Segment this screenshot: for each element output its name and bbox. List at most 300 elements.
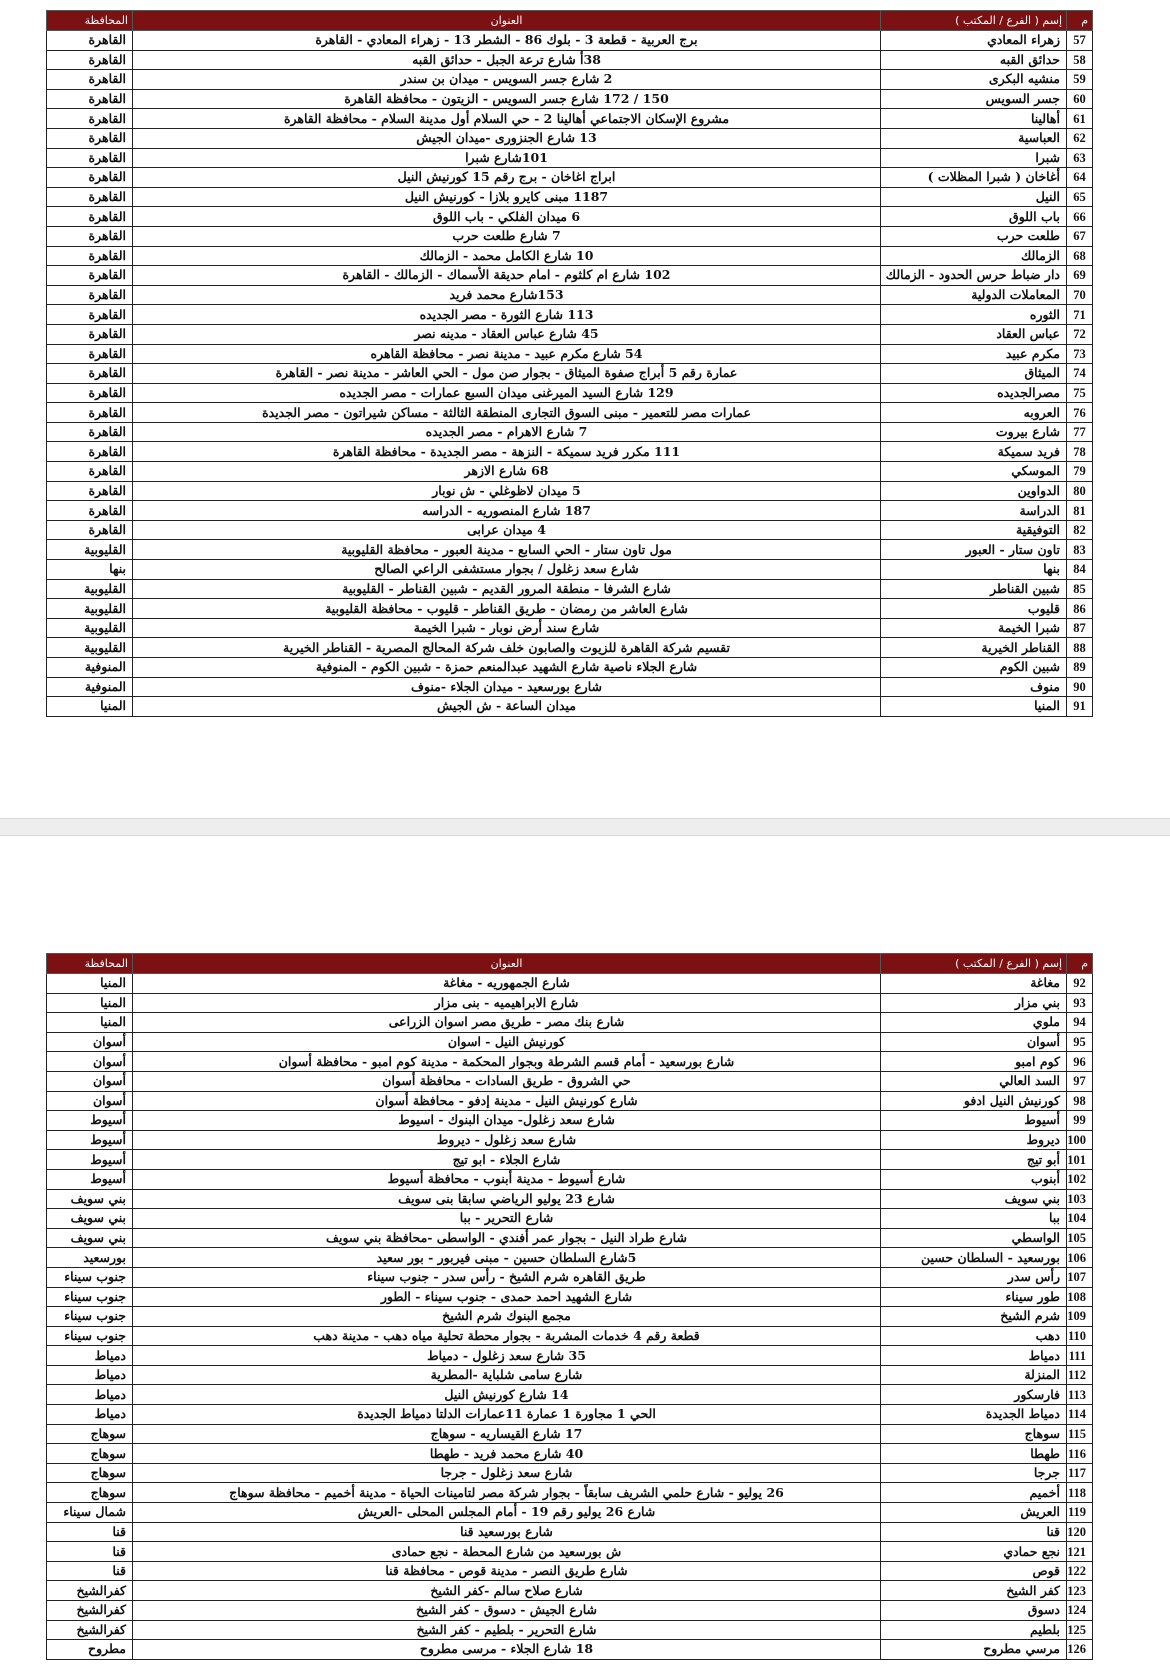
branch-name: العريش bbox=[881, 1503, 1067, 1523]
table-row bbox=[47, 1444, 1093, 1464]
row-number: 66 bbox=[1067, 207, 1093, 227]
header-governorate: المحافظة bbox=[47, 11, 133, 31]
branch-name: بنها bbox=[881, 560, 1067, 580]
governorate: القاهرة bbox=[47, 207, 133, 227]
row-number: 102 bbox=[1067, 1169, 1093, 1189]
governorate: دمياط bbox=[47, 1365, 133, 1385]
row-number: 59 bbox=[1067, 70, 1093, 90]
table-row bbox=[47, 1013, 1093, 1033]
row-number: 103 bbox=[1067, 1189, 1093, 1209]
table-row bbox=[47, 128, 1093, 148]
table-row bbox=[47, 1503, 1093, 1523]
branch-address: شارع سند أرض نوبار - شبرا الخيمة bbox=[133, 618, 881, 638]
table-row bbox=[47, 1111, 1093, 1131]
governorate: دمياط bbox=[47, 1385, 133, 1405]
governorate: المنيا bbox=[47, 993, 133, 1013]
row-number: 118 bbox=[1067, 1483, 1093, 1503]
row-number: 72 bbox=[1067, 324, 1093, 344]
branch-name: تاون ستار - العبور bbox=[881, 540, 1067, 560]
row-number: 77 bbox=[1067, 422, 1093, 442]
row-number: 88 bbox=[1067, 638, 1093, 658]
branch-address: 38أ شارع ترعة الجبل - حدائق القبه bbox=[133, 50, 881, 70]
branch-name: الدواوين bbox=[881, 481, 1067, 501]
governorate: سوهاج bbox=[47, 1463, 133, 1483]
branch-address: شارع سعد زغلول / بجوار مستشفى الراعي الصالح bbox=[133, 560, 881, 580]
row-number: 75 bbox=[1067, 383, 1093, 403]
governorate: القليوبية bbox=[47, 618, 133, 638]
governorate: القاهرة bbox=[47, 89, 133, 109]
governorate: جنوب سيناء bbox=[47, 1287, 133, 1307]
row-number: 125 bbox=[1067, 1620, 1093, 1640]
row-number: 94 bbox=[1067, 1013, 1093, 1033]
branch-address: 5 ميدان لاظوغلي - ش نوبار bbox=[133, 481, 881, 501]
branch-name: أخميم bbox=[881, 1483, 1067, 1503]
table-row bbox=[47, 1365, 1093, 1385]
row-number: 95 bbox=[1067, 1032, 1093, 1052]
table-row bbox=[47, 1189, 1093, 1209]
branch-name: مرسي مطروح bbox=[881, 1640, 1067, 1660]
branch-address: 5شارع السلطان حسين - مبنى فيربور - بور سعيد bbox=[133, 1248, 881, 1268]
branch-name: شبرا bbox=[881, 148, 1067, 168]
branch-name: قنا bbox=[881, 1522, 1067, 1542]
row-number: 80 bbox=[1067, 481, 1093, 501]
row-number: 86 bbox=[1067, 599, 1093, 619]
branch-address: شارع بورسعيد - ميدان الجلاء -منوف bbox=[133, 677, 881, 697]
row-number: 109 bbox=[1067, 1307, 1093, 1327]
branch-name: الزمالك bbox=[881, 246, 1067, 266]
branch-name: الميثاق bbox=[881, 364, 1067, 384]
governorate: القاهرة bbox=[47, 344, 133, 364]
table-row bbox=[47, 148, 1093, 168]
branch-address: 54 شارع مكرم عبيد - مدينة نصر - محافظة القاهره bbox=[133, 344, 881, 364]
table-row bbox=[47, 1522, 1093, 1542]
table-row bbox=[47, 579, 1093, 599]
table-body-1 bbox=[47, 31, 1093, 717]
table-row bbox=[47, 1267, 1093, 1287]
table-row bbox=[47, 520, 1093, 540]
table-row bbox=[47, 1601, 1093, 1621]
branch-name: بلطيم bbox=[881, 1620, 1067, 1640]
governorate: كفرالشيخ bbox=[47, 1601, 133, 1621]
row-number: 114 bbox=[1067, 1405, 1093, 1425]
table-row bbox=[47, 462, 1093, 482]
row-number: 107 bbox=[1067, 1267, 1093, 1287]
governorate: جنوب سيناء bbox=[47, 1326, 133, 1346]
table-row bbox=[47, 1620, 1093, 1640]
branch-address: الحي 1 مجاورة 1 عمارة 11عمارات الدلتا دمياط الجديدة bbox=[133, 1405, 881, 1425]
branch-address: شارع التحرير - ببا bbox=[133, 1209, 881, 1229]
governorate: بنها bbox=[47, 560, 133, 580]
branch-address: 45 شارع عباس العقاد - مدينه نصر bbox=[133, 324, 881, 344]
branch-address: شارع بورسعيد - أمام قسم الشرطة وبجوار المحكمة - مدينة كوم امبو - محافظة أسوان bbox=[133, 1052, 881, 1072]
table-row bbox=[47, 1150, 1093, 1170]
table-row bbox=[47, 70, 1093, 90]
governorate: القاهرة bbox=[47, 187, 133, 207]
branch-address: 14 شارع كورنيش النيل bbox=[133, 1385, 881, 1405]
governorate: القليوبية bbox=[47, 540, 133, 560]
table-row bbox=[47, 89, 1093, 109]
table-row bbox=[47, 442, 1093, 462]
governorate: شمال سيناء bbox=[47, 1503, 133, 1523]
header-num: م bbox=[1067, 954, 1093, 974]
governorate: سوهاج bbox=[47, 1444, 133, 1464]
row-number: 112 bbox=[1067, 1365, 1093, 1385]
branch-name: مغاغة bbox=[881, 974, 1067, 994]
table-row bbox=[47, 364, 1093, 384]
branch-address: حي الشروق - طريق السادات - محافظة أسوان bbox=[133, 1071, 881, 1091]
governorate: القاهرة bbox=[47, 50, 133, 70]
branch-address: شارع طريق النصر - مدينة قوص - محافظة قنا bbox=[133, 1561, 881, 1581]
governorate: القليوبية bbox=[47, 599, 133, 619]
table-row bbox=[47, 109, 1093, 129]
table-row bbox=[47, 207, 1093, 227]
table-row bbox=[47, 1130, 1093, 1150]
table-row bbox=[47, 1248, 1093, 1268]
governorate: المنيا bbox=[47, 974, 133, 994]
row-number: 108 bbox=[1067, 1287, 1093, 1307]
row-number: 81 bbox=[1067, 501, 1093, 521]
branch-address: ابراج اغاخان - برج رقم 15 كورنيش النيل bbox=[133, 168, 881, 188]
table-row bbox=[47, 618, 1093, 638]
row-number: 89 bbox=[1067, 658, 1093, 678]
governorate: أسوان bbox=[47, 1052, 133, 1072]
governorate: كفرالشيخ bbox=[47, 1620, 133, 1640]
table-row bbox=[47, 403, 1093, 423]
table-row bbox=[47, 560, 1093, 580]
row-number: 79 bbox=[1067, 462, 1093, 482]
branch-name: كوم امبو bbox=[881, 1052, 1067, 1072]
governorate: القاهرة bbox=[47, 128, 133, 148]
branch-name: دمياط bbox=[881, 1346, 1067, 1366]
branch-address: 40 شارع محمد فريد - طهطا bbox=[133, 1444, 881, 1464]
row-number: 82 bbox=[1067, 520, 1093, 540]
branch-address: 17 شارع القيساريه - سوهاج bbox=[133, 1424, 881, 1444]
table-row bbox=[47, 1307, 1093, 1327]
table-row bbox=[47, 324, 1093, 344]
branch-name: المعاملات الدولية bbox=[881, 285, 1067, 305]
table-row bbox=[47, 1209, 1093, 1229]
governorate: القاهرة bbox=[47, 520, 133, 540]
branch-address: شارع الشرفا - منطقة المرور القديم - شبين القناطر - القليوبية bbox=[133, 579, 881, 599]
branch-name: طور سيناء bbox=[881, 1287, 1067, 1307]
branch-address: ش بورسعيد من شارع المحطة - نجع حمادى bbox=[133, 1542, 881, 1562]
branch-name: سوهاج bbox=[881, 1424, 1067, 1444]
branch-name: أسوان bbox=[881, 1032, 1067, 1052]
branch-name: الدراسة bbox=[881, 501, 1067, 521]
header-address: العنوان bbox=[133, 11, 881, 31]
governorate: المنيا bbox=[47, 697, 133, 717]
table-row bbox=[47, 50, 1093, 70]
governorate: قنا bbox=[47, 1542, 133, 1562]
branch-address: 6 ميدان الفلكي - باب اللوق bbox=[133, 207, 881, 227]
table-row bbox=[47, 187, 1093, 207]
row-number: 97 bbox=[1067, 1071, 1093, 1091]
branch-address: شارع صلاح سالم -كفر الشيخ bbox=[133, 1581, 881, 1601]
branch-name: أبنوب bbox=[881, 1169, 1067, 1189]
header-address: العنوان bbox=[133, 954, 881, 974]
branch-address: 13 شارع الجنزورى -ميدان الجيش bbox=[133, 128, 881, 148]
table-row bbox=[47, 1287, 1093, 1307]
table-row bbox=[47, 974, 1093, 994]
branch-address: 68 شارع الازهر bbox=[133, 462, 881, 482]
governorate: القاهرة bbox=[47, 364, 133, 384]
branch-address: شارع الشهيد احمد حمدى - جنوب سيناء - الطور bbox=[133, 1287, 881, 1307]
header-governorate: المحافظة bbox=[47, 954, 133, 974]
table-row bbox=[47, 1483, 1093, 1503]
branch-address: 35 شارع سعد زغلول - دمياط bbox=[133, 1346, 881, 1366]
branches-table-2 bbox=[46, 953, 1093, 1660]
row-number: 126 bbox=[1067, 1640, 1093, 1660]
table-header-row bbox=[47, 954, 1093, 974]
branch-name: بني سويف bbox=[881, 1189, 1067, 1209]
governorate: القاهرة bbox=[47, 285, 133, 305]
branch-address: 18 شارع الجلاء - مرسى مطروح bbox=[133, 1640, 881, 1660]
row-number: 60 bbox=[1067, 89, 1093, 109]
branch-address: 150 / 172 شارع جسر السويس - الزيتون - محافظة القاهرة bbox=[133, 89, 881, 109]
branch-name: شبين الكوم bbox=[881, 658, 1067, 678]
branch-address: 111 مكرر فريد سميكة - النزهة - مصر الجديدة - محافظة القاهرة bbox=[133, 442, 881, 462]
governorate: القاهرة bbox=[47, 31, 133, 51]
table-row bbox=[47, 422, 1093, 442]
governorate: القاهرة bbox=[47, 226, 133, 246]
row-number: 62 bbox=[1067, 128, 1093, 148]
branch-address: شارع الجمهوريه - مغاغة bbox=[133, 974, 881, 994]
branch-name: السد العالي bbox=[881, 1071, 1067, 1091]
branch-address: شارع الجلاء ناصية شارع الشهيد عبدالمنعم حمزة - شبين الكوم - المنوفية bbox=[133, 658, 881, 678]
branch-address: شارع سامى شلباية -المطرية bbox=[133, 1365, 881, 1385]
branch-name: بني مزار bbox=[881, 993, 1067, 1013]
branch-address: شارع أسيوط - مدينة أبنوب - محافظة أسيوط bbox=[133, 1169, 881, 1189]
row-number: 84 bbox=[1067, 560, 1093, 580]
governorate: سوهاج bbox=[47, 1483, 133, 1503]
governorate: أسيوط bbox=[47, 1169, 133, 1189]
table-row bbox=[47, 677, 1093, 697]
table-row bbox=[47, 599, 1093, 619]
table-row bbox=[47, 1091, 1093, 1111]
branch-address: طريق القاهره شرم الشيخ - رأس سدر - جنوب سيناء bbox=[133, 1267, 881, 1287]
row-number: 93 bbox=[1067, 993, 1093, 1013]
governorate: القاهرة bbox=[47, 168, 133, 188]
table-row bbox=[47, 638, 1093, 658]
branch-address: شارع بورسعيد قنا bbox=[133, 1522, 881, 1542]
table-row bbox=[47, 1542, 1093, 1562]
branch-address: 101شارع شبرا bbox=[133, 148, 881, 168]
branch-name: المنزلة bbox=[881, 1365, 1067, 1385]
row-number: 119 bbox=[1067, 1503, 1093, 1523]
governorate: مطروح bbox=[47, 1640, 133, 1660]
table-row bbox=[47, 344, 1093, 364]
branch-name: المنيا bbox=[881, 697, 1067, 717]
branch-name: فريد سميكة bbox=[881, 442, 1067, 462]
row-number: 73 bbox=[1067, 344, 1093, 364]
header-num: م bbox=[1067, 11, 1093, 31]
governorate: القاهرة bbox=[47, 383, 133, 403]
row-number: 116 bbox=[1067, 1444, 1093, 1464]
row-number: 113 bbox=[1067, 1385, 1093, 1405]
branch-name: دسوق bbox=[881, 1601, 1067, 1621]
table-row bbox=[47, 1640, 1093, 1660]
row-number: 65 bbox=[1067, 187, 1093, 207]
branch-address: شارع الابراهيميه - بنى مزار bbox=[133, 993, 881, 1013]
row-number: 100 bbox=[1067, 1130, 1093, 1150]
branch-address: عمارات مصر للتعمير - مبنى السوق التجارى المنطقة الثالثة - مساكن شيراتون - مصر الجديدة bbox=[133, 403, 881, 423]
branch-address: شارع العاشر من رمضان - طريق القناطر - قليوب - محافظة القليوبية bbox=[133, 599, 881, 619]
branch-address: شارع كورنيش النيل - مدينة إدفو - محافظة أسوان bbox=[133, 1091, 881, 1111]
table-row bbox=[47, 168, 1093, 188]
table-body-2 bbox=[47, 974, 1093, 1660]
table-row bbox=[47, 501, 1093, 521]
branch-name: ملوي bbox=[881, 1013, 1067, 1033]
branch-name: فارسكور bbox=[881, 1385, 1067, 1405]
branch-name: طهطا bbox=[881, 1444, 1067, 1464]
branch-name: شرم الشيخ bbox=[881, 1307, 1067, 1327]
row-number: 121 bbox=[1067, 1542, 1093, 1562]
governorate: جنوب سيناء bbox=[47, 1307, 133, 1327]
branch-name: شبين القناطر bbox=[881, 579, 1067, 599]
branch-address: 113 شارع الثورة - مصر الجديده bbox=[133, 305, 881, 325]
branch-address: 2 شارع جسر السويس - ميدان بن سندر bbox=[133, 70, 881, 90]
branch-address: شارع بنك مصر - طريق مصر اسوان الزراعى bbox=[133, 1013, 881, 1033]
table-row bbox=[47, 246, 1093, 266]
row-number: 70 bbox=[1067, 285, 1093, 305]
branch-name: رأس سدر bbox=[881, 1267, 1067, 1287]
branch-name: بورسعيد - السلطان حسين bbox=[881, 1248, 1067, 1268]
branch-name: مكرم عبيد bbox=[881, 344, 1067, 364]
branch-name: قليوب bbox=[881, 599, 1067, 619]
branch-name: التوفيقية bbox=[881, 520, 1067, 540]
branch-name: العباسية bbox=[881, 128, 1067, 148]
row-number: 63 bbox=[1067, 148, 1093, 168]
branch-name: جرجا bbox=[881, 1463, 1067, 1483]
table-row bbox=[47, 993, 1093, 1013]
row-number: 69 bbox=[1067, 266, 1093, 286]
branches-table-1 bbox=[46, 10, 1093, 717]
row-number: 67 bbox=[1067, 226, 1093, 246]
branch-address: 7 شارع الاهرام - مصر الجديده bbox=[133, 422, 881, 442]
row-number: 96 bbox=[1067, 1052, 1093, 1072]
row-number: 120 bbox=[1067, 1522, 1093, 1542]
branch-name: طلعت حرب bbox=[881, 226, 1067, 246]
branch-address: شارع سعد زغلول- ميدان البنوك - اسيوط bbox=[133, 1111, 881, 1131]
governorate: المنوفية bbox=[47, 677, 133, 697]
branch-address: تقسيم شركة القاهرة للزيوت والصابون خلف شركة المحالج المصرية - القناطر الخيرية bbox=[133, 638, 881, 658]
header-branch: إسم ( الفرع / المكتب ) bbox=[881, 11, 1067, 31]
branch-name: الثوره bbox=[881, 305, 1067, 325]
branch-name: دهب bbox=[881, 1326, 1067, 1346]
page-separator bbox=[0, 818, 1170, 836]
branch-name: النيل bbox=[881, 187, 1067, 207]
branch-address: 153شارع محمد فريد bbox=[133, 285, 881, 305]
governorate: المنيا bbox=[47, 1013, 133, 1033]
branch-address: شارع 26 يوليو رقم 19 - أمام المجلس المحلى -العريش bbox=[133, 1503, 881, 1523]
governorate: بني سويف bbox=[47, 1189, 133, 1209]
branch-address: كورنيش النيل - اسوان bbox=[133, 1032, 881, 1052]
row-number: 117 bbox=[1067, 1463, 1093, 1483]
row-number: 64 bbox=[1067, 168, 1093, 188]
branch-address: 10 شارع الكامل محمد - الزمالك bbox=[133, 246, 881, 266]
governorate: أسيوط bbox=[47, 1130, 133, 1150]
table-row bbox=[47, 1228, 1093, 1248]
governorate: قنا bbox=[47, 1561, 133, 1581]
row-number: 57 bbox=[1067, 31, 1093, 51]
governorate: القاهرة bbox=[47, 109, 133, 129]
row-number: 92 bbox=[1067, 974, 1093, 994]
governorate: القاهرة bbox=[47, 266, 133, 286]
governorate: القاهرة bbox=[47, 324, 133, 344]
governorate: القاهرة bbox=[47, 148, 133, 168]
branch-address: ميدان الساعة - ش الجيش bbox=[133, 697, 881, 717]
table-row bbox=[47, 1326, 1093, 1346]
document-page-1 bbox=[0, 0, 1170, 818]
row-number: 104 bbox=[1067, 1209, 1093, 1229]
row-number: 99 bbox=[1067, 1111, 1093, 1131]
governorate: أسوان bbox=[47, 1091, 133, 1111]
table-row bbox=[47, 1463, 1093, 1483]
governorate: القاهرة bbox=[47, 422, 133, 442]
branch-address: 1187 مبنى كايرو بلازا - كورنيش النيل bbox=[133, 187, 881, 207]
branch-address: 7 شارع طلعت حرب bbox=[133, 226, 881, 246]
branch-name: القناطر الخيرية bbox=[881, 638, 1067, 658]
row-number: 98 bbox=[1067, 1091, 1093, 1111]
branch-name: باب اللوق bbox=[881, 207, 1067, 227]
table-row bbox=[47, 481, 1093, 501]
row-number: 123 bbox=[1067, 1581, 1093, 1601]
table-header-row bbox=[47, 11, 1093, 31]
governorate: المنوفية bbox=[47, 658, 133, 678]
branch-name: مصرالجديده bbox=[881, 383, 1067, 403]
governorate: القاهرة bbox=[47, 442, 133, 462]
branch-address: 26 يوليو - شارع حلمي الشريف سابقاً - بجوار شركة مصر لتامينات الحياة - مدينة أخميم - محافظة سوهاج bbox=[133, 1483, 881, 1503]
branch-name: شبرا الخيمة bbox=[881, 618, 1067, 638]
branch-name: منوف bbox=[881, 677, 1067, 697]
governorate: بني سويف bbox=[47, 1228, 133, 1248]
branch-name: أهالينا bbox=[881, 109, 1067, 129]
row-number: 78 bbox=[1067, 442, 1093, 462]
table-row bbox=[47, 1581, 1093, 1601]
branch-name: الواسطي bbox=[881, 1228, 1067, 1248]
branch-address: 4 ميدان عرابى bbox=[133, 520, 881, 540]
row-number: 85 bbox=[1067, 579, 1093, 599]
document-page-2 bbox=[0, 836, 1170, 1673]
row-number: 74 bbox=[1067, 364, 1093, 384]
table-row bbox=[47, 31, 1093, 51]
branch-address: شارع الجلاء - ابو تيج bbox=[133, 1150, 881, 1170]
table-row bbox=[47, 285, 1093, 305]
table-row bbox=[47, 1424, 1093, 1444]
table-row bbox=[47, 1071, 1093, 1091]
governorate: القاهرة bbox=[47, 403, 133, 423]
governorate: القاهرة bbox=[47, 305, 133, 325]
governorate: أسوان bbox=[47, 1071, 133, 1091]
branch-name: جسر السويس bbox=[881, 89, 1067, 109]
branch-address: 187 شارع المنصوريه - الدراسه bbox=[133, 501, 881, 521]
branch-address: شارع التحرير - بلطيم - كفر الشيخ bbox=[133, 1620, 881, 1640]
table-row bbox=[47, 1169, 1093, 1189]
governorate: القاهرة bbox=[47, 246, 133, 266]
row-number: 124 bbox=[1067, 1601, 1093, 1621]
branch-address: شارع 23 يوليو الرياضي سابقا بنى سويف bbox=[133, 1189, 881, 1209]
table-row bbox=[47, 305, 1093, 325]
branch-address: شارع سعد زغلول - ديروط bbox=[133, 1130, 881, 1150]
branch-address: عمارة رقم 5 أبراج صفوة الميثاق - بجوار صن مول - الحي العاشر - مدينة نصر - القاهرة bbox=[133, 364, 881, 384]
row-number: 91 bbox=[1067, 697, 1093, 717]
table-row bbox=[47, 1052, 1093, 1072]
table-row bbox=[47, 1346, 1093, 1366]
branch-address: شارع طراد النيل - بجوار عمر أفندي - الواسطى -محافظة بني سويف bbox=[133, 1228, 881, 1248]
row-number: 106 bbox=[1067, 1248, 1093, 1268]
table-row bbox=[47, 540, 1093, 560]
branch-address: شارع الجيش - دسوق - كفر الشيخ bbox=[133, 1601, 881, 1621]
